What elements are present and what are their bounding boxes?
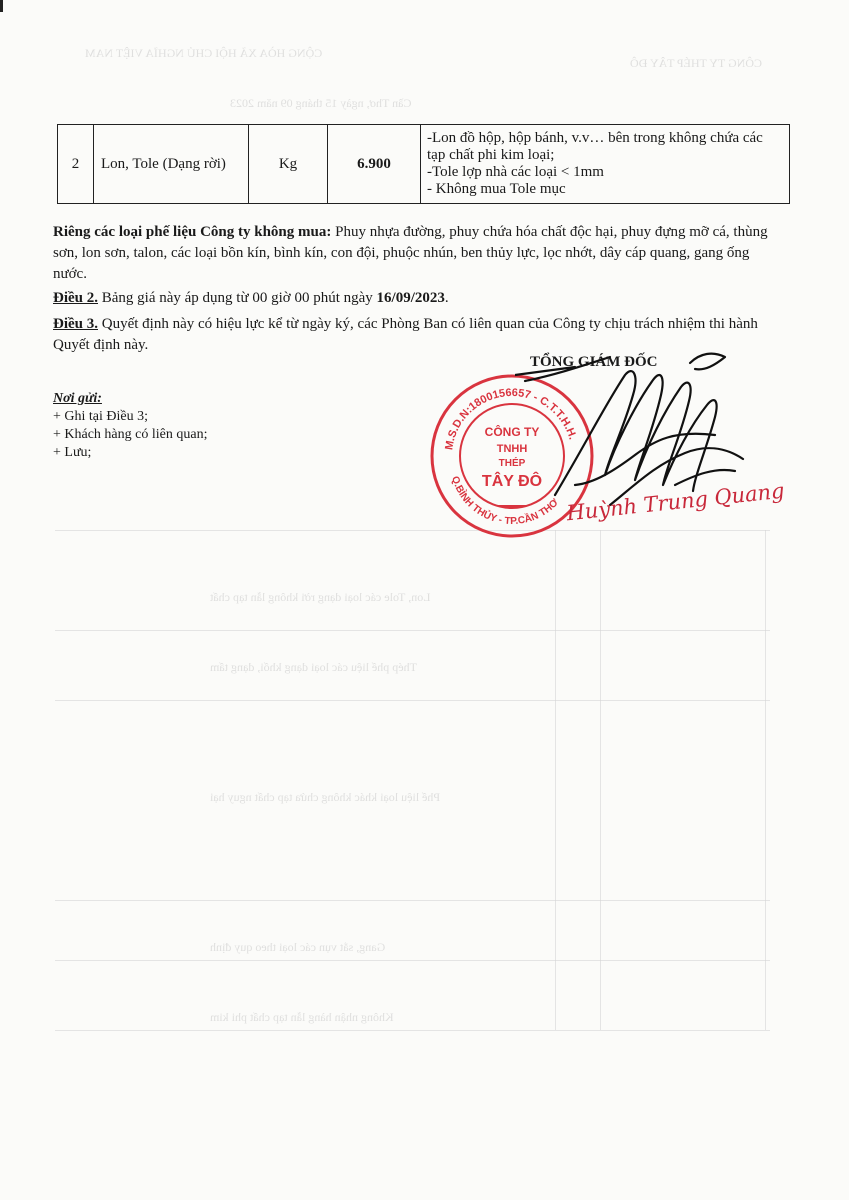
recipient-item: + Lưu; xyxy=(53,445,92,460)
article-2 xyxy=(53,288,779,309)
seal-line-1: CÔNG TY xyxy=(484,425,540,439)
article-3-text: Quyết định này có hiệu lực kể từ ngày ký, các Phòng Ban có liên quan của Công ty chịu trách nhiệm thi hành Quyết định này. xyxy=(53,316,758,353)
recipients-title: Nơi gửi: xyxy=(53,391,102,406)
seal-ring-text: M.S.D.N:1800156657 - C.T.T.H.H. xyxy=(443,386,579,451)
recipient-item: + Ghi tại Điều 3; xyxy=(53,409,148,424)
exclusions-paragraph xyxy=(53,222,779,285)
article-2-label: Điều 2. xyxy=(53,290,98,306)
article-2-text: Bảng giá này áp dụng từ 00 giờ 00 phút ngày xyxy=(98,290,377,306)
item-price: 6.900 xyxy=(328,125,421,204)
article-3-label: Điều 3. xyxy=(53,316,98,332)
item-unit: Kg xyxy=(249,125,328,204)
note-line: - Không mua Tole mục xyxy=(427,181,566,197)
note-line: -Tole lợp nhà các loại < 1mm xyxy=(427,164,604,180)
seal-bottom-text: Q.BÌNH THỦY - TP.CẦN THƠ xyxy=(448,474,561,528)
exclusions-label: Riêng các loại phế liệu Công ty không mua: xyxy=(53,224,332,240)
note-line: -Lon đồ hộp, hộp bánh, v.v… bên trong không chứa các tạp chất phi kim loại; xyxy=(427,130,763,163)
seal-line-2: TNHH xyxy=(496,443,528,455)
effective-date: 16/09/2023 xyxy=(376,290,445,306)
signer-title: TỔNG GIÁM ĐỐC xyxy=(530,354,658,370)
item-name: Lon, Tole (Dạng rời) xyxy=(94,125,249,204)
scan-mark xyxy=(0,0,3,12)
article-2-end: . xyxy=(444,290,449,306)
item-notes xyxy=(421,125,790,204)
recipients-block xyxy=(53,390,207,462)
recipient-item: + Khách hàng có liên quan; xyxy=(53,427,208,442)
price-table xyxy=(57,124,790,204)
seal-line-3: THÉP xyxy=(498,458,526,469)
exclusions-text: Phuy nhựa đường, phuy chứa hóa chất độc hại, phuy đựng mỡ cá, thùng sơn, lon sơn, talon, các loại bồn kín, bình kín, con đội, phuộc nhún, ben thủy lực, lọc nhớt, dây cáp quang, gang ống nước. xyxy=(53,224,768,282)
signer-name: Huỳnh Trung Quang xyxy=(565,478,786,526)
row-number: 2 xyxy=(58,125,94,204)
seal-line-4: TÂY ĐÔ xyxy=(481,473,543,490)
table-row xyxy=(58,125,790,204)
